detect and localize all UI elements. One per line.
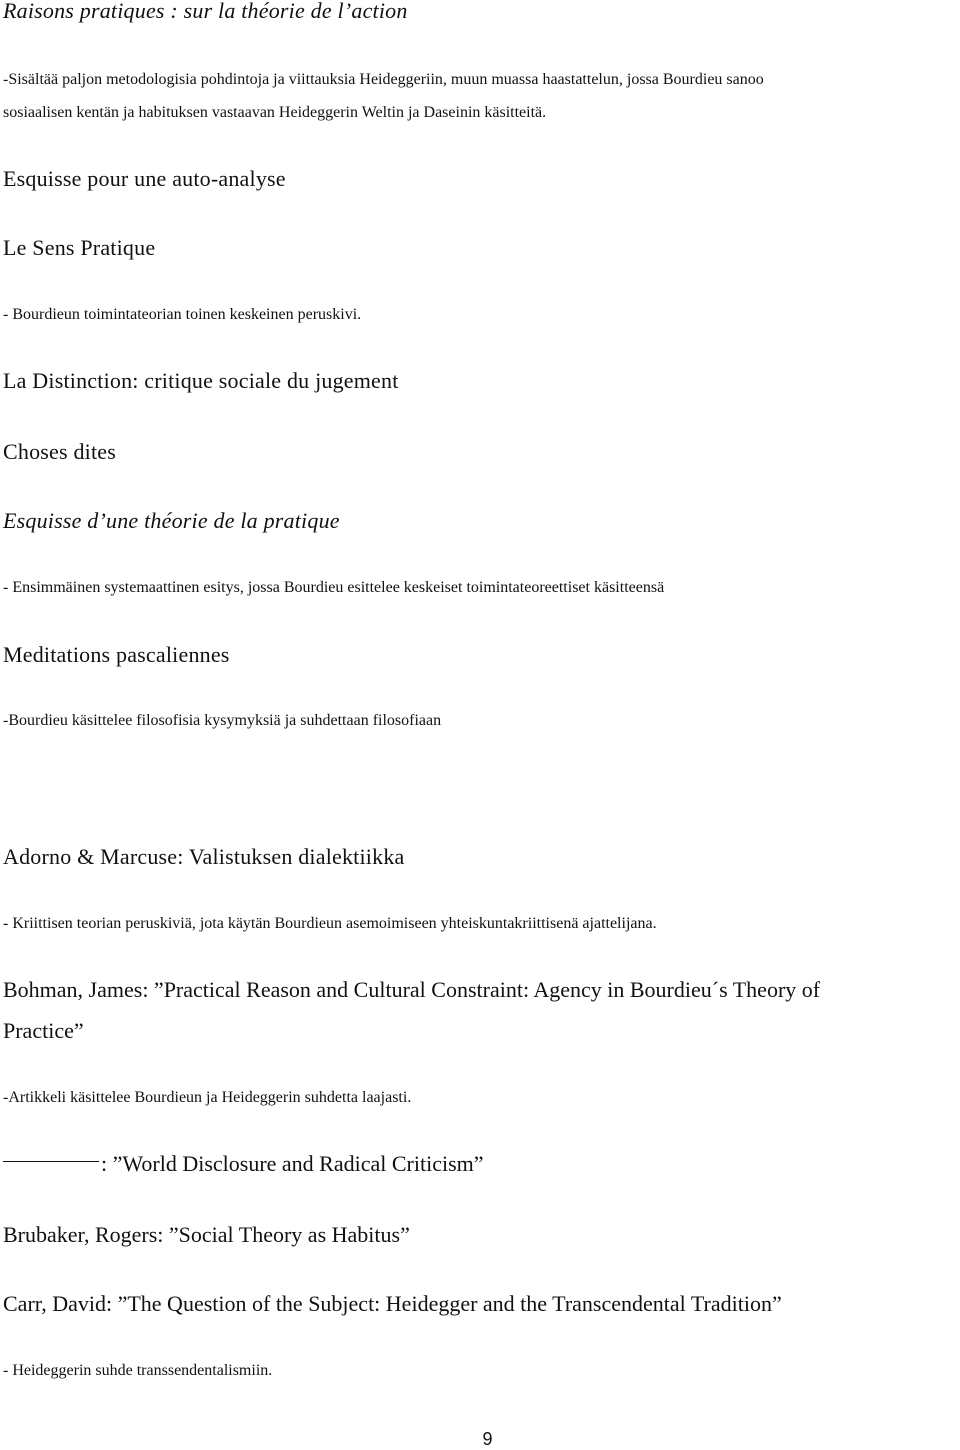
heading-raisons-pratiques: Raisons pratiques : sur la théorie de l’action: [3, 0, 408, 23]
note-carr: - Heideggerin suhde transsendentalismiin.: [3, 1362, 273, 1379]
heading-choses-dites: Choses dites: [3, 439, 117, 464]
heading-la-distinction: La Distinction: critique sociale du jugement: [3, 368, 399, 393]
reference-bohman-line-2: Practice”: [3, 1018, 84, 1043]
note-sens-pratique: - Bourdieun toimintateorian toinen keskeinen peruskivi.: [3, 306, 362, 323]
page-number: 9: [482, 1429, 493, 1449]
note-raisons-line-1: -Sisältää paljon metodologisia pohdintoja ja viittauksia Heideggeriin, muun muassa haastattelun, jossa Bourdieu sanoo: [3, 71, 764, 88]
note-esquisse-theorie: - Ensimmäinen systemaattinen esitys, jossa Bourdieu esittelee keskeiset toimintateoreettiset käsitteensä: [3, 579, 665, 596]
note-raisons-line-2: sosiaalisen kentän ja habituksen vastaavan Heideggerin Weltin ja Daseinin käsitteitä.: [3, 104, 547, 121]
reference-world-disclosure-title: : ”World Disclosure and Radical Criticism”: [101, 1151, 484, 1176]
note-bohman: -Artikkeli käsittelee Bourdieun ja Heideggerin suhdetta laajasti.: [3, 1089, 412, 1106]
same-author-rule: [3, 1161, 99, 1162]
reference-bohman-line-1: Bohman, James: ”Practical Reason and Cultural Constraint: Agency in Bourdieu´s Theory of: [3, 977, 821, 1002]
reference-carr: Carr, David: ”The Question of the Subject: Heidegger and the Transcendental Tradition”: [3, 1291, 782, 1316]
heading-adorno-marcuse: Adorno & Marcuse: Valistuksen dialektiikka: [3, 844, 405, 869]
heading-esquisse-theorie-pratique: Esquisse d’une théorie de la pratique: [3, 508, 340, 533]
heading-meditations-pascaliennes: Meditations pascaliennes: [3, 642, 230, 667]
heading-esquisse-auto-analyse: Esquisse pour une auto-analyse: [3, 166, 286, 191]
reference-brubaker: Brubaker, Rogers: ”Social Theory as Habitus”: [3, 1222, 410, 1247]
reference-world-disclosure: [3, 1153, 484, 1175]
heading-le-sens-pratique: Le Sens Pratique: [3, 235, 156, 260]
note-meditations: -Bourdieu käsittelee filosofisia kysymyksiä ja suhdettaan filosofiaan: [3, 712, 442, 729]
note-adorno: - Kriittisen teorian peruskiviä, jota käytän Bourdieun asemoimiseen yhteiskuntakriittisenä ajattelijana.: [3, 915, 657, 932]
